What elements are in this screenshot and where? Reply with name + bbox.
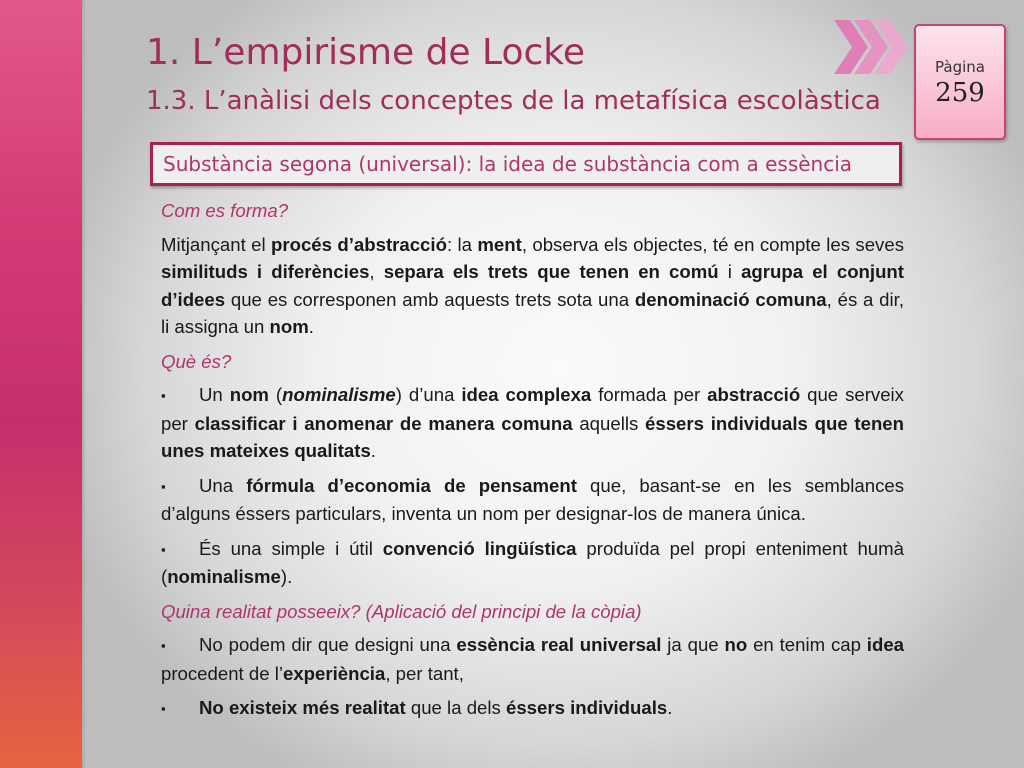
bullet-square-icon: ▪: [161, 478, 166, 494]
bullet-no-universal-essence: ▪ No podem dir que designi una essència real universal ja que no en tenim cap idea procedent de l’experiència, per tant,: [161, 634, 905, 684]
bullet-square-icon: ▪: [161, 638, 166, 653]
bullet-square-icon: ▪: [161, 541, 166, 557]
chevron-arrows-icon: [832, 18, 912, 76]
question-what-reality: Quina realitat posseeix? (Aplicació del principi de la còpia): [161, 600, 642, 622]
page-number: 259: [935, 78, 985, 108]
paragraph-formation: Mitjançant el procés d’abstracció: la ment, observa els objectes, té en compte les seves similituds i diferències, separa els trets que tenen en comú i agrupa el conjunt d’idees que es corresponen amb aquests trets sota una denominació comuna, és a dir, li assigna un nom.: [161, 233, 904, 337]
page-label: Pàgina: [935, 58, 985, 76]
bullet-linguistic-convention: ▪ És una simple i útil convenció lingüística produïda pel propi enteniment humà (nominalisme).: [161, 537, 904, 587]
slide-subtitle: 1.3. L’anàlisi dels conceptes de la metafísica escolàstica: [146, 86, 881, 116]
bullet-thought-economy: ▪ Una fórmula d’economia de pensament que, basant-se en les semblances d’alguns éssers particulars, inventa un nom per designar-los de manera única.: [161, 474, 905, 524]
bullet-square-icon: ▪: [161, 388, 166, 403]
slide-title: 1. L’empirisme de Locke: [146, 32, 585, 73]
question-how-formed: Com es forma?: [161, 200, 289, 221]
question-what-is: Què és?: [161, 350, 232, 372]
side-band-shadow: [82, 0, 86, 768]
bullet-square-icon: ▪: [161, 701, 166, 716]
bullet-name-nominalism: ▪ Un nom (nominalisme) d’una idea complexa formada per abstracció que serveix per classificar i anomenar de manera comuna aquells éssers individuals que tenen unes mateixes qualitats.: [161, 384, 905, 461]
page-number-badge: [914, 24, 1006, 140]
bullet-only-individuals: ▪ No existeix més realitat que la dels éssers individuals.: [161, 694, 904, 723]
section-heading: Substància segona (universal): la idea de substància com a essència: [163, 152, 853, 176]
side-decor-band: [0, 0, 82, 768]
section-heading-box: [150, 142, 902, 186]
slide-body: [161, 197, 904, 730]
